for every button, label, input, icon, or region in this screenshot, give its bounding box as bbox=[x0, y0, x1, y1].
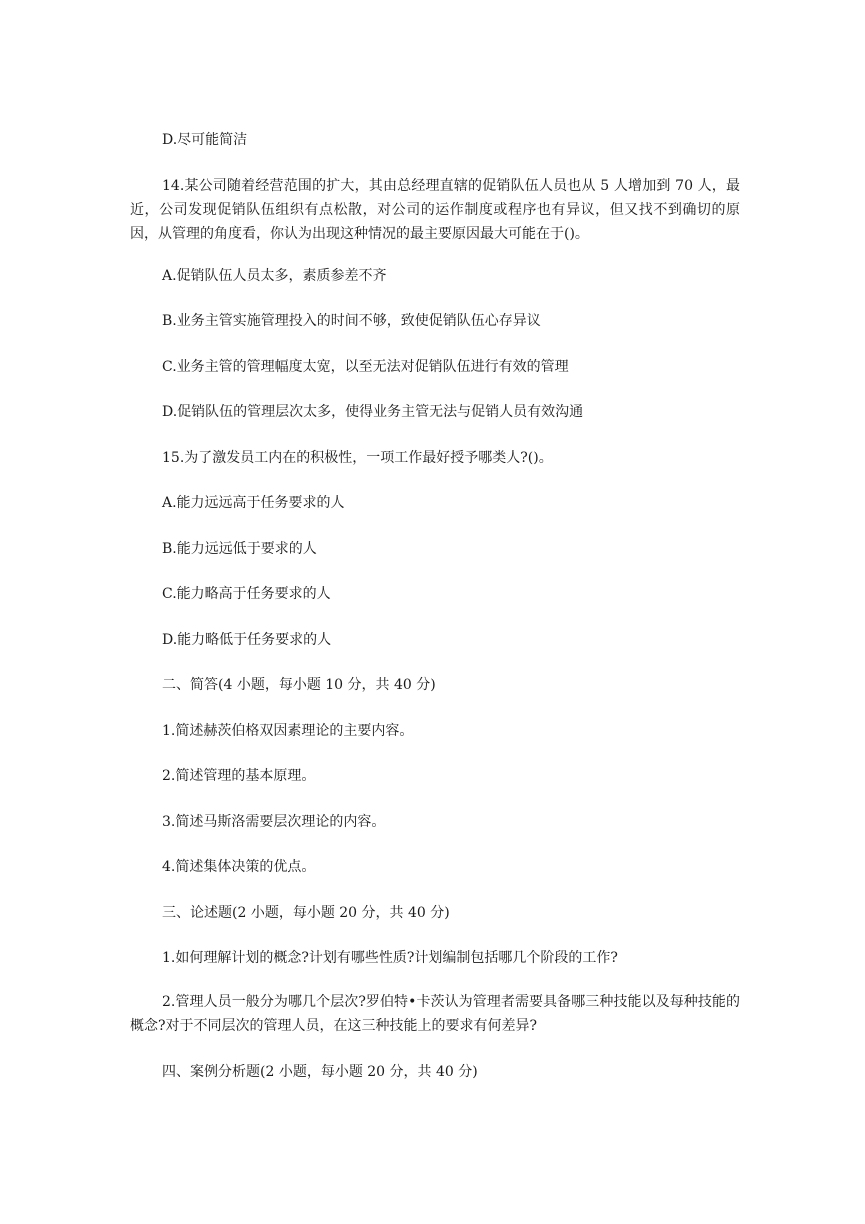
section-2-question-3: 3.简述马斯洛需要层次理论的内容。 bbox=[162, 814, 386, 830]
previous-question-option-d: D.尽可能简洁 bbox=[162, 132, 248, 148]
section-2-question-4: 4.简述集体决策的优点。 bbox=[162, 859, 316, 875]
section-2-question-1: 1.简述赫茨伯格双因素理论的主要内容。 bbox=[162, 723, 414, 739]
section-4-heading: 四、案例分析题(2 小题，每小题 20 分，共 40 分) bbox=[162, 1064, 478, 1080]
section-3-question-2: 2.管理人员一般分为哪几个层次?罗伯特•卡茨认为管理者需要具备哪三种技能以及每种技能的概念?对于不同层次的管理人员，在这三种技能上的要求有何差异? bbox=[130, 994, 740, 1034]
question-15-option-c: C.能力略高于任务要求的人 bbox=[162, 586, 331, 602]
question-14-option-b: B.业务主管实施管理投入的时间不够，致使促销队伍心存异议 bbox=[162, 313, 541, 329]
question-14-option-c: C.业务主管的管理幅度太宽，以至无法对促销队伍进行有效的管理 bbox=[162, 359, 569, 375]
section-2-question-2: 2.简述管理的基本原理。 bbox=[162, 768, 316, 784]
question-15-stem: 15.为了激发员工内在的积极性，一项工作最好授予哪类人?()。 bbox=[162, 450, 553, 466]
section-2-heading: 二、简答(4 小题，每小题 10 分，共 40 分) bbox=[162, 677, 436, 693]
question-14-stem: 14.某公司随着经营范围的扩大，其由总经理直辖的促销队伍人员也从 5 人增加到 70 人，最近，公司发现促销队伍组织有点松散，对公司的运作制度或程序也有异议，但又找不到确切的原因，从管理的角度看，你认为出现这种情况的最主要原因最大可能在于()。 bbox=[130, 178, 740, 242]
question-14-option-d: D.促销队伍的管理层次太多，使得业务主管无法与促销人员有效沟通 bbox=[162, 404, 584, 420]
question-15-option-d: D.能力略低于任务要求的人 bbox=[162, 632, 332, 648]
question-15-option-a: A.能力远远高于任务要求的人 bbox=[162, 495, 345, 511]
section-3-question-1: 1.如何理解计划的概念?计划有哪些性质?计划编制包括哪几个阶段的工作? bbox=[162, 950, 618, 966]
question-15-option-b: B.能力远远低于要求的人 bbox=[162, 541, 317, 557]
question-14-option-a: A.促销队伍人员太多，素质参差不齐 bbox=[162, 268, 387, 284]
section-3-heading: 三、论述题(2 小题，每小题 20 分，共 40 分) bbox=[162, 905, 450, 921]
